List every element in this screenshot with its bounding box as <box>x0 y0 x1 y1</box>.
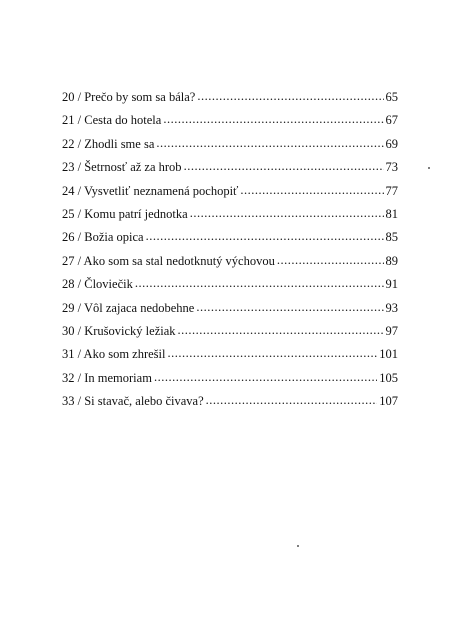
toc-entry-title: 29 / Vôl zajaca nedobehne <box>62 300 195 315</box>
toc-entry-title: 33 / Si stavač, alebo čivava? <box>62 394 204 409</box>
toc-dot-leader <box>167 342 377 365</box>
table-of-contents <box>62 86 398 413</box>
toc-entry-name: Vôl zajaca nedobehne <box>84 300 195 315</box>
toc-entry-page: 65 <box>385 90 398 104</box>
toc-entry-page: 77 <box>385 183 398 198</box>
toc-entry-page: 97 <box>385 323 398 338</box>
toc-entry-name: Cesta do hotela <box>84 113 162 128</box>
toc-entry-number: 32 <box>62 370 75 385</box>
toc-entry-name: Si stavač, alebo čivava? <box>84 394 204 409</box>
toc-entry <box>62 343 398 366</box>
toc-entry-title: 28 / Človiečik <box>62 277 133 292</box>
toc-entry-page: 91 <box>385 277 398 292</box>
toc-entry-page: 67 <box>385 113 398 128</box>
toc-entry-name: Vysvetliť neznamená pochopiť <box>84 183 239 198</box>
toc-entry-title: 32 / In memoriam <box>62 370 152 385</box>
toc-entry-number: 27 <box>62 253 75 268</box>
toc-dot-leader <box>156 132 383 155</box>
toc-dot-leader <box>277 249 384 272</box>
toc-entry-number: 26 <box>62 230 75 245</box>
toc-dot-leader <box>146 225 384 248</box>
toc-dot-leader <box>163 108 383 131</box>
scan-speck <box>297 545 299 547</box>
toc-entry <box>62 156 398 179</box>
toc-entry-title: 31 / Ako som zhrešil <box>62 347 166 362</box>
scan-speck <box>428 167 430 169</box>
toc-dot-leader <box>240 179 383 202</box>
toc-entry-page: 101 <box>379 347 398 362</box>
toc-dot-leader <box>178 319 384 342</box>
toc-entry-number: 33 <box>62 394 75 409</box>
toc-dot-leader <box>197 85 383 108</box>
toc-dot-leader <box>135 272 384 295</box>
toc-entry-title: 25 / Komu patrí jednotka <box>62 206 188 221</box>
toc-entry <box>62 390 398 413</box>
toc-entry <box>62 320 398 343</box>
toc-entry-number: 29 <box>62 300 75 315</box>
toc-entry-number: 22 <box>62 136 75 151</box>
toc-entry <box>62 180 398 203</box>
toc-entry-name: Prečo by som sa bála? <box>84 90 196 104</box>
toc-dot-leader <box>196 296 383 319</box>
toc-entry-name: Človiečik <box>84 277 133 292</box>
toc-entry-name: Ako som zhrešil <box>83 347 166 362</box>
toc-entry <box>62 203 398 226</box>
toc-dot-leader <box>154 366 377 389</box>
toc-entry <box>62 367 398 390</box>
toc-dot-leader <box>184 155 384 178</box>
toc-entry-title: 30 / Krušovický ležiak <box>62 323 176 338</box>
toc-entry <box>62 250 398 273</box>
toc-dot-leader <box>206 389 378 412</box>
toc-entry <box>62 273 398 296</box>
toc-entry-title: 23 / Šetrnosť až za hrob <box>62 160 182 175</box>
toc-entry-number: 21 <box>62 113 75 128</box>
toc-entry-page: 85 <box>385 230 398 245</box>
toc-entry <box>62 109 398 132</box>
toc-entry <box>62 133 398 156</box>
toc-entry-title: 22 / Zhodli sme sa <box>62 136 155 151</box>
toc-entry-title: 26 / Božia opica <box>62 230 144 245</box>
toc-entry-title: 20 / Prečo by som sa bála? <box>62 90 196 104</box>
toc-entry-number: 25 <box>62 206 75 221</box>
toc-entry-name: Šetrnosť až za hrob <box>84 160 182 175</box>
toc-entry-title: 24 / Vysvetliť neznamená pochopiť <box>62 183 239 198</box>
toc-entry-page: 73 <box>385 160 398 175</box>
toc-entry-title: 27 / Ako som sa stal nedotknutý výchovou <box>62 253 275 268</box>
toc-entry-page: 105 <box>379 370 398 385</box>
toc-entry-name: Komu patrí jednotka <box>84 206 188 221</box>
toc-entry-number: 31 <box>62 347 75 362</box>
toc-entry <box>62 297 398 320</box>
toc-entry-page: 81 <box>385 206 398 221</box>
toc-entry <box>62 86 398 109</box>
toc-entry-page: 93 <box>385 300 398 315</box>
toc-entry-page: 107 <box>379 394 398 409</box>
toc-entry-number: 28 <box>62 277 75 292</box>
toc-entry-name: Zhodli sme sa <box>84 136 155 151</box>
toc-entry-name: Krušovický ležiak <box>84 323 176 338</box>
toc-entry-number: 24 <box>62 183 75 198</box>
toc-entry-name: In memoriam <box>84 370 152 385</box>
toc-entry-name: Ako som sa stal nedotknutý výchovou <box>83 253 275 268</box>
toc-entry <box>62 226 398 249</box>
toc-entry-number: 23 <box>62 160 75 175</box>
toc-entry-title: 21 / Cesta do hotela <box>62 113 162 128</box>
toc-entry-page: 89 <box>385 253 398 268</box>
toc-entry-number: 30 <box>62 323 75 338</box>
toc-entry-page: 69 <box>385 136 398 151</box>
toc-entry-number: 20 <box>62 90 75 104</box>
toc-dot-leader <box>190 202 384 225</box>
toc-entry-name: Božia opica <box>84 230 144 245</box>
